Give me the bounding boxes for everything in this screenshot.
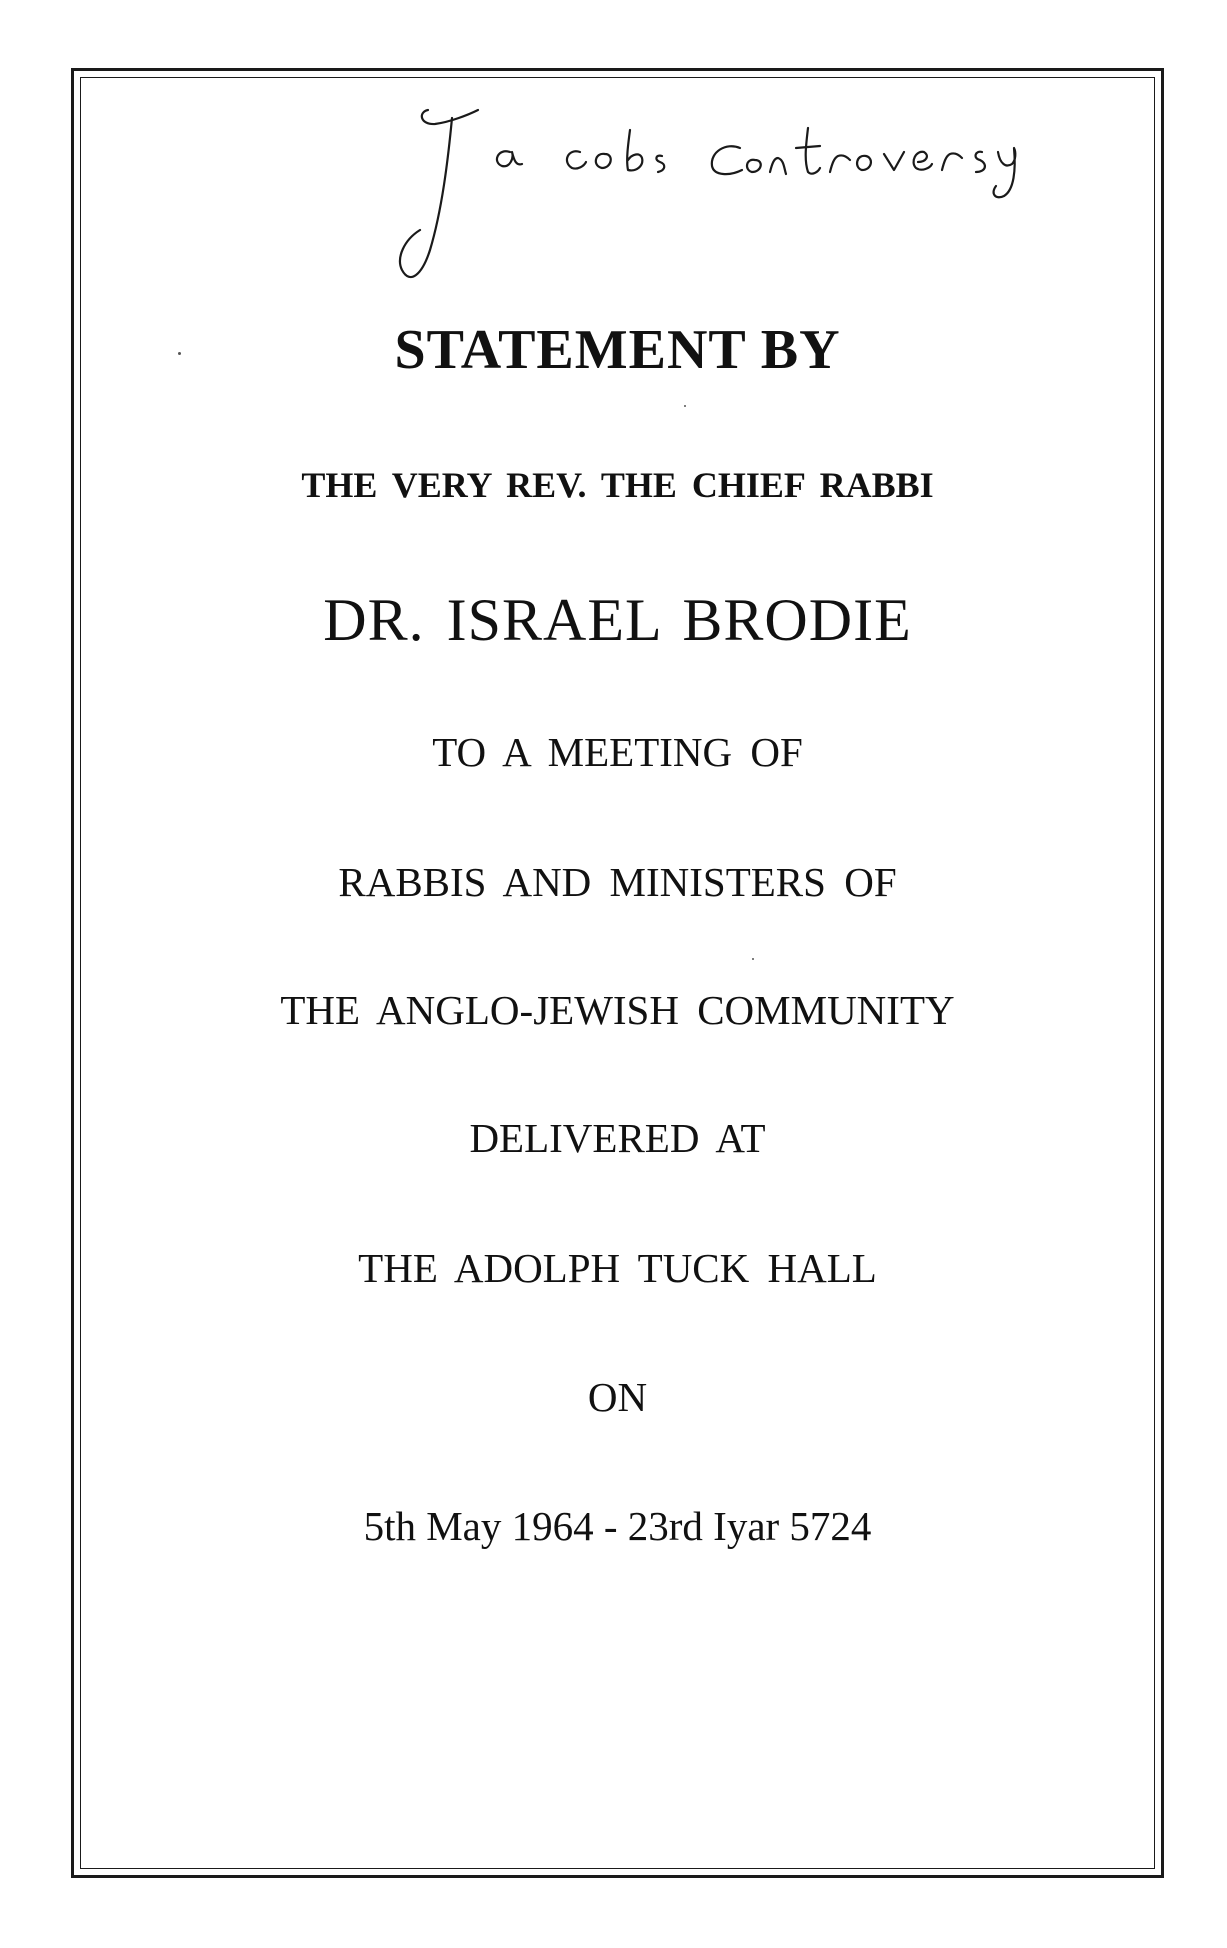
paper-speck [684,405,686,407]
author-title: THE VERY REV. THE CHIEF RABBI [301,465,934,505]
body-line: TO A MEETING OF [432,729,803,775]
handwritten-annotation [390,90,1170,320]
body-line: DELIVERED AT [469,1115,766,1161]
body-line: THE ADOLPH TUCK HALL [358,1245,877,1291]
body-line: ON [587,1374,648,1420]
author-name: DR. ISRAEL BRODIE [323,587,912,653]
document-title: STATEMENT BY [394,319,841,381]
body-line: RABBIS AND MINISTERS OF [338,859,897,905]
body-line: THE ANGLO-JEWISH COMMUNITY [280,987,955,1033]
paper-speck [752,958,754,960]
paper-speck [178,352,181,355]
event-date: 5th May 1964 - 23rd Iyar 5724 [363,1503,872,1549]
